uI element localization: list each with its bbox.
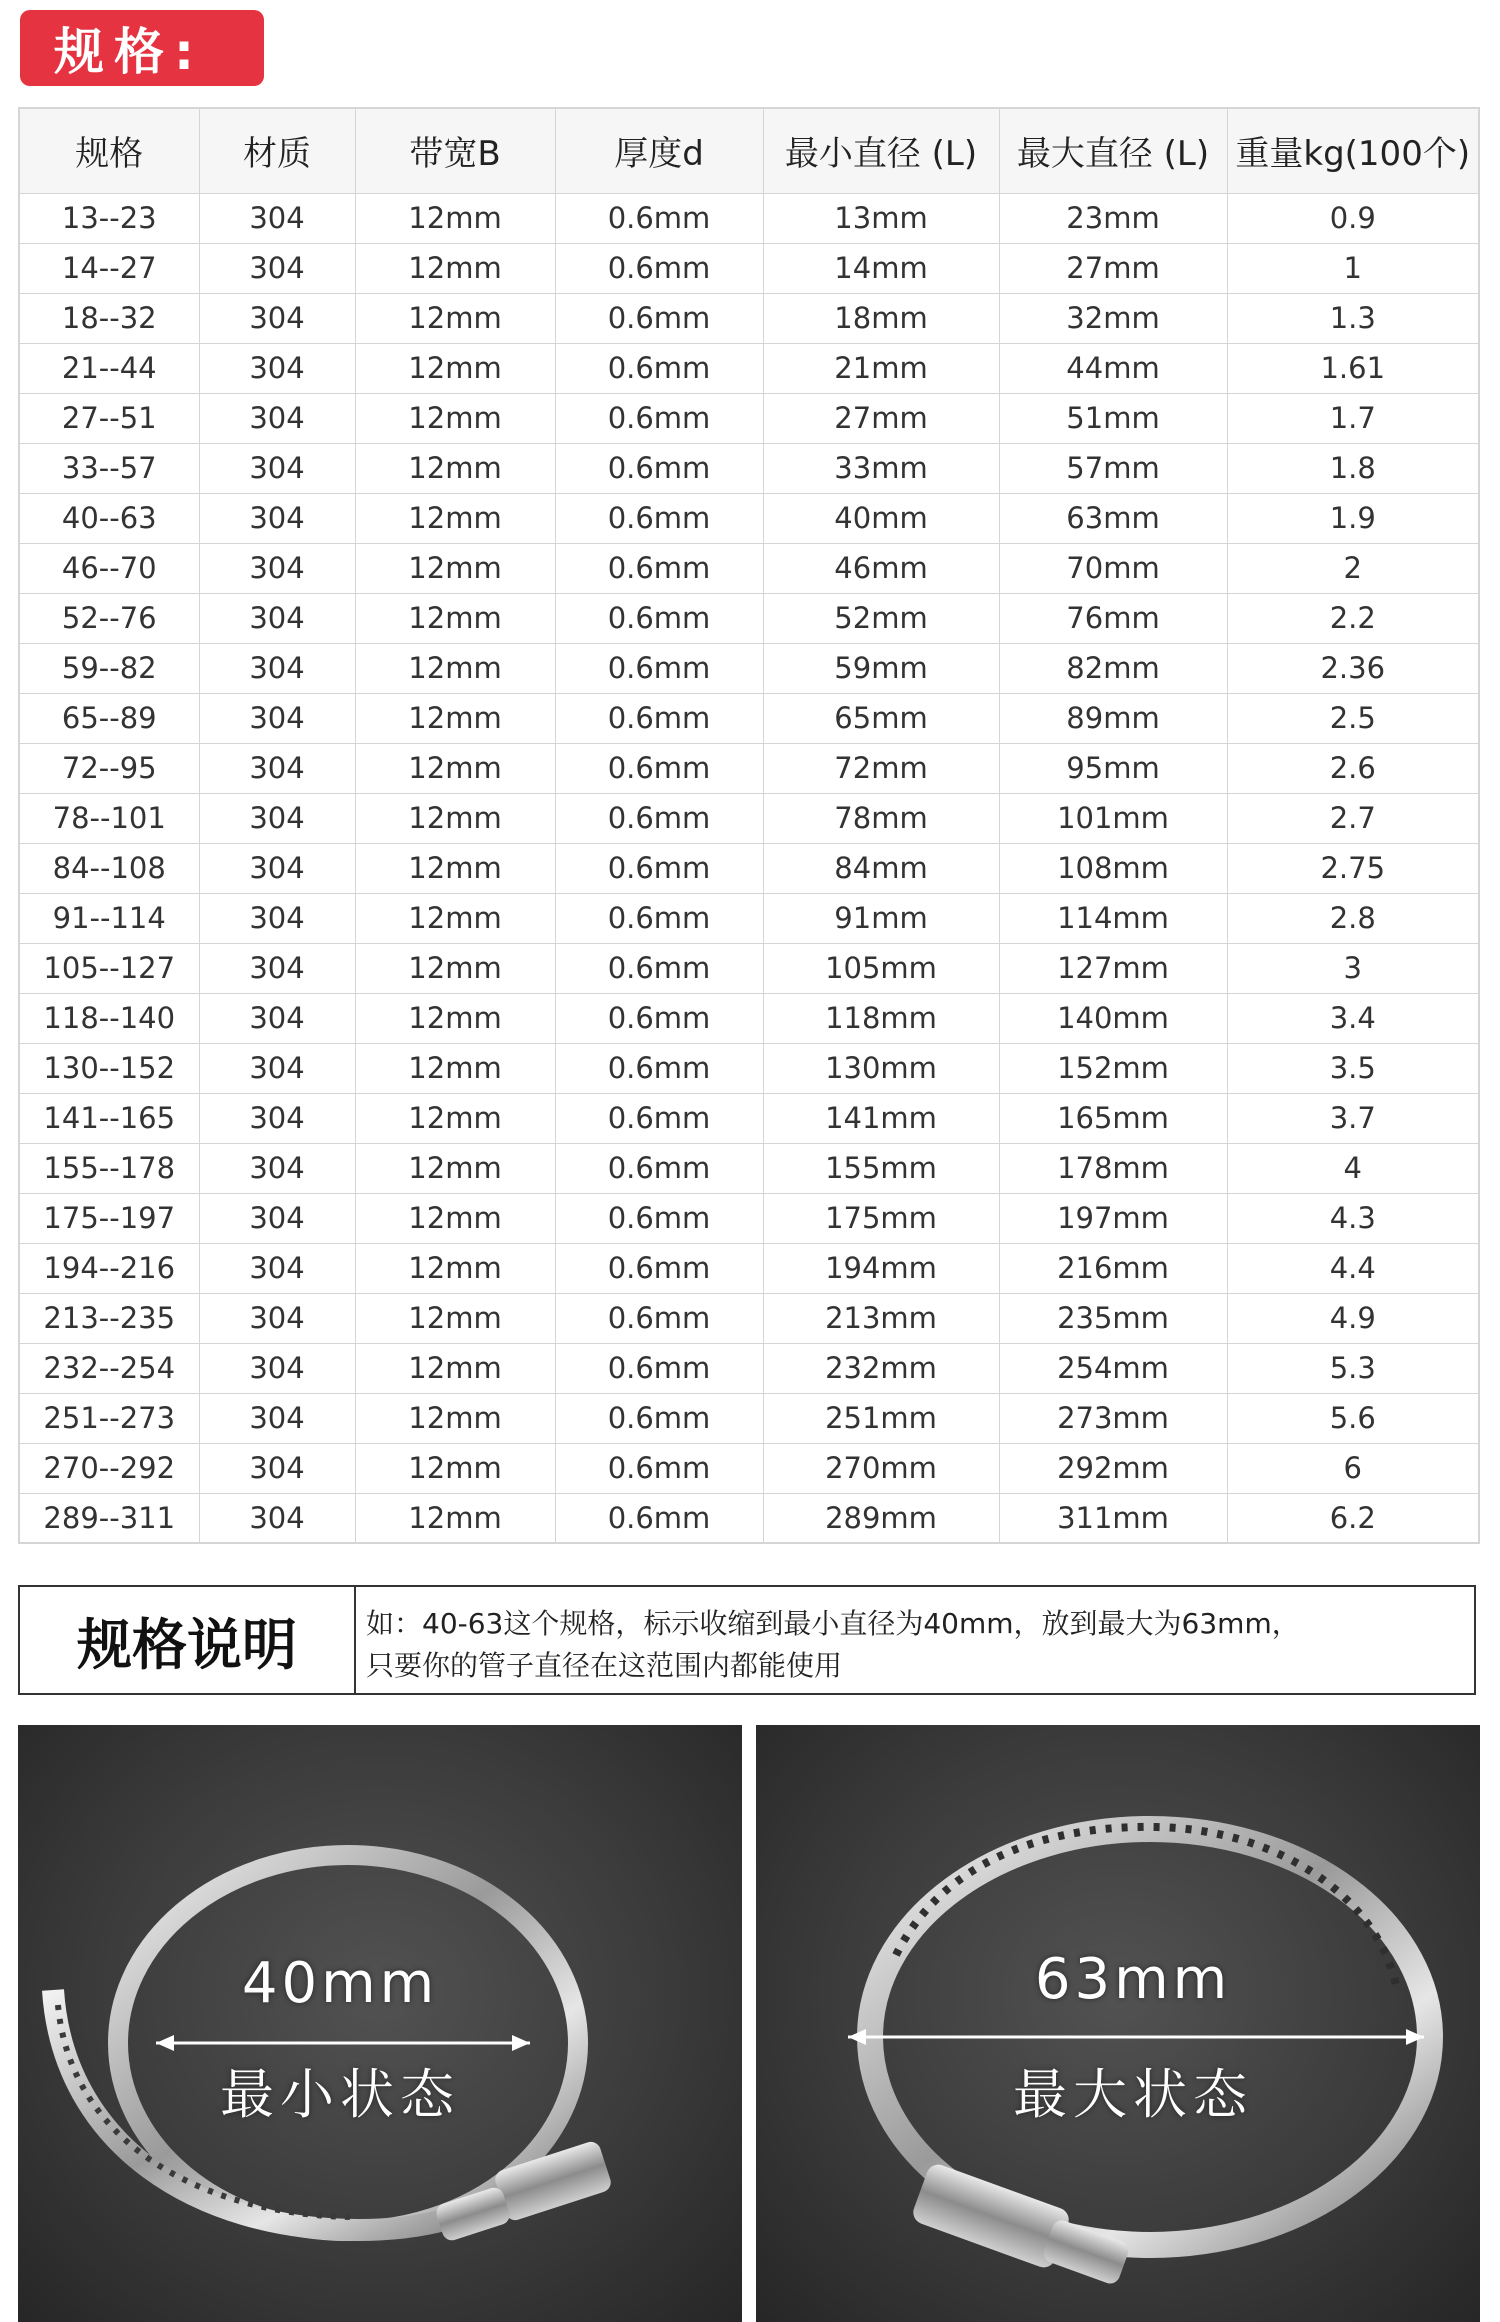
- table-row: [19, 1493, 1479, 1543]
- table-row: [19, 993, 1479, 1043]
- cell-material: 304: [199, 393, 355, 443]
- cell-max-diameter: 51mm: [999, 393, 1227, 443]
- cell-spec: 105--127: [19, 943, 199, 993]
- cell-band-width: 12mm: [355, 493, 555, 543]
- table-row: [19, 1143, 1479, 1193]
- cell-max-diameter: 32mm: [999, 293, 1227, 343]
- col-header-max-diameter: 最大直径 (L): [999, 108, 1227, 193]
- cell-band-width: 12mm: [355, 1493, 555, 1543]
- table-row: [19, 693, 1479, 743]
- cell-max-diameter: 101mm: [999, 793, 1227, 843]
- cell-max-diameter: 127mm: [999, 943, 1227, 993]
- cell-min-diameter: 52mm: [763, 593, 999, 643]
- cell-band-width: 12mm: [355, 993, 555, 1043]
- cell-band-width: 12mm: [355, 1143, 555, 1193]
- cell-spec: 46--70: [19, 543, 199, 593]
- cell-material: 304: [199, 193, 355, 243]
- cell-weight: 5.3: [1227, 1343, 1479, 1393]
- cell-spec: 141--165: [19, 1093, 199, 1143]
- cell-spec: 78--101: [19, 793, 199, 843]
- cell-max-diameter: 114mm: [999, 893, 1227, 943]
- table-row: [19, 1243, 1479, 1293]
- table-row: [19, 1193, 1479, 1243]
- cell-thickness: 0.6mm: [555, 243, 763, 293]
- cell-weight: 2.8: [1227, 893, 1479, 943]
- cell-max-diameter: 140mm: [999, 993, 1227, 1043]
- cell-min-diameter: 194mm: [763, 1243, 999, 1293]
- table-row: [19, 1443, 1479, 1493]
- cell-spec: 213--235: [19, 1293, 199, 1343]
- table-row: [19, 1293, 1479, 1343]
- cell-weight: 6.2: [1227, 1493, 1479, 1543]
- cell-material: 304: [199, 1093, 355, 1143]
- cell-band-width: 12mm: [355, 1093, 555, 1143]
- clamp-min-illustration: [18, 1725, 742, 2322]
- cell-thickness: 0.6mm: [555, 1293, 763, 1343]
- cell-material: 304: [199, 343, 355, 393]
- cell-thickness: 0.6mm: [555, 1193, 763, 1243]
- cell-min-diameter: 46mm: [763, 543, 999, 593]
- table-row: [19, 1093, 1479, 1143]
- section-title: 规格:: [54, 23, 204, 81]
- cell-spec: 33--57: [19, 443, 199, 493]
- cell-max-diameter: 82mm: [999, 643, 1227, 693]
- cell-thickness: 0.6mm: [555, 343, 763, 393]
- cell-weight: 1.9: [1227, 493, 1479, 543]
- cell-thickness: 0.6mm: [555, 1443, 763, 1493]
- section-title-tag: [20, 10, 264, 86]
- clamp-max-illustration: [756, 1725, 1480, 2322]
- cell-band-width: 12mm: [355, 943, 555, 993]
- cell-band-width: 12mm: [355, 243, 555, 293]
- cell-thickness: 0.6mm: [555, 593, 763, 643]
- cell-weight: 1.3: [1227, 293, 1479, 343]
- cell-band-width: 12mm: [355, 1243, 555, 1293]
- table-row: [19, 543, 1479, 593]
- cell-material: 304: [199, 893, 355, 943]
- cell-min-diameter: 72mm: [763, 743, 999, 793]
- table-row: [19, 843, 1479, 893]
- cell-band-width: 12mm: [355, 743, 555, 793]
- cell-spec: 175--197: [19, 1193, 199, 1243]
- table-row: [19, 293, 1479, 343]
- spec-note-line-1: 如：40-63这个规格，标示收缩到最小直径为40mm，放到最大为63mm，: [366, 1607, 1300, 1640]
- max-size-label: 63mm: [1034, 1947, 1232, 2012]
- cell-min-diameter: 14mm: [763, 243, 999, 293]
- cell-max-diameter: 152mm: [999, 1043, 1227, 1093]
- cell-min-diameter: 270mm: [763, 1443, 999, 1493]
- cell-material: 304: [199, 1043, 355, 1093]
- cell-min-diameter: 155mm: [763, 1143, 999, 1193]
- cell-band-width: 12mm: [355, 1293, 555, 1343]
- cell-thickness: 0.6mm: [555, 393, 763, 443]
- cell-max-diameter: 254mm: [999, 1343, 1227, 1393]
- cell-weight: 4.3: [1227, 1193, 1479, 1243]
- min-state-label: 最小状态: [220, 2063, 460, 2126]
- cell-spec: 14--27: [19, 243, 199, 293]
- cell-material: 304: [199, 1443, 355, 1493]
- clamp-max-photo: [756, 1725, 1480, 2322]
- cell-max-diameter: 197mm: [999, 1193, 1227, 1243]
- cell-material: 304: [199, 1243, 355, 1293]
- table-row: [19, 393, 1479, 443]
- cell-band-width: 12mm: [355, 1043, 555, 1093]
- cell-weight: 4.4: [1227, 1243, 1479, 1293]
- cell-weight: 1.7: [1227, 393, 1479, 443]
- cell-max-diameter: 235mm: [999, 1293, 1227, 1343]
- cell-spec: 251--273: [19, 1393, 199, 1443]
- cell-weight: 2.75: [1227, 843, 1479, 893]
- cell-thickness: 0.6mm: [555, 893, 763, 943]
- cell-band-width: 12mm: [355, 1393, 555, 1443]
- table-row: [19, 943, 1479, 993]
- cell-thickness: 0.6mm: [555, 743, 763, 793]
- cell-weight: 2.2: [1227, 593, 1479, 643]
- table-row: [19, 743, 1479, 793]
- cell-min-diameter: 130mm: [763, 1043, 999, 1093]
- cell-band-width: 12mm: [355, 1193, 555, 1243]
- cell-weight: 1: [1227, 243, 1479, 293]
- cell-band-width: 12mm: [355, 443, 555, 493]
- cell-weight: 3.7: [1227, 1093, 1479, 1143]
- cell-max-diameter: 216mm: [999, 1243, 1227, 1293]
- cell-spec: 270--292: [19, 1443, 199, 1493]
- cell-material: 304: [199, 593, 355, 643]
- cell-spec: 289--311: [19, 1493, 199, 1543]
- cell-thickness: 0.6mm: [555, 693, 763, 743]
- table-row: [19, 343, 1479, 393]
- col-header-min-diameter: 最小直径 (L): [763, 108, 999, 193]
- cell-spec: 72--95: [19, 743, 199, 793]
- cell-material: 304: [199, 993, 355, 1043]
- cell-material: 304: [199, 1293, 355, 1343]
- cell-weight: 3.4: [1227, 993, 1479, 1043]
- cell-material: 304: [199, 1343, 355, 1393]
- table-row: [19, 1043, 1479, 1093]
- min-size-label: 40mm: [241, 1951, 439, 2016]
- table-row: [19, 443, 1479, 493]
- cell-max-diameter: 89mm: [999, 693, 1227, 743]
- cell-min-diameter: 91mm: [763, 893, 999, 943]
- cell-weight: 5.6: [1227, 1393, 1479, 1443]
- cell-weight: 3: [1227, 943, 1479, 993]
- spec-table-body: [19, 193, 1479, 1543]
- cell-weight: 1.61: [1227, 343, 1479, 393]
- cell-thickness: 0.6mm: [555, 1243, 763, 1293]
- cell-thickness: 0.6mm: [555, 543, 763, 593]
- cell-min-diameter: 84mm: [763, 843, 999, 893]
- cell-band-width: 12mm: [355, 393, 555, 443]
- table-row: [19, 193, 1479, 243]
- cell-weight: 2: [1227, 543, 1479, 593]
- cell-material: 304: [199, 1493, 355, 1543]
- cell-min-diameter: 213mm: [763, 1293, 999, 1343]
- cell-min-diameter: 118mm: [763, 993, 999, 1043]
- cell-spec: 40--63: [19, 493, 199, 543]
- cell-band-width: 12mm: [355, 643, 555, 693]
- cell-thickness: 0.6mm: [555, 1343, 763, 1393]
- cell-min-diameter: 33mm: [763, 443, 999, 493]
- cell-max-diameter: 23mm: [999, 193, 1227, 243]
- cell-thickness: 0.6mm: [555, 793, 763, 843]
- cell-spec: 13--23: [19, 193, 199, 243]
- cell-spec: 194--216: [19, 1243, 199, 1293]
- table-row: [19, 1343, 1479, 1393]
- cell-spec: 21--44: [19, 343, 199, 393]
- cell-weight: 4.9: [1227, 1293, 1479, 1343]
- cell-min-diameter: 175mm: [763, 1193, 999, 1243]
- cell-max-diameter: 95mm: [999, 743, 1227, 793]
- cell-weight: 2.6: [1227, 743, 1479, 793]
- cell-material: 304: [199, 493, 355, 543]
- cell-material: 304: [199, 693, 355, 743]
- cell-max-diameter: 27mm: [999, 243, 1227, 293]
- cell-min-diameter: 251mm: [763, 1393, 999, 1443]
- table-row: [19, 643, 1479, 693]
- cell-max-diameter: 44mm: [999, 343, 1227, 393]
- cell-band-width: 12mm: [355, 793, 555, 843]
- table-header-row: [19, 108, 1479, 193]
- cell-thickness: 0.6mm: [555, 293, 763, 343]
- cell-thickness: 0.6mm: [555, 493, 763, 543]
- clamp-screw-housing: [493, 2139, 614, 2222]
- cell-spec: 155--178: [19, 1143, 199, 1193]
- table-row: [19, 593, 1479, 643]
- cell-spec: 118--140: [19, 993, 199, 1043]
- cell-material: 304: [199, 1393, 355, 1443]
- col-header-weight: 重量kg(100个): [1227, 108, 1479, 193]
- cell-thickness: 0.6mm: [555, 843, 763, 893]
- cell-min-diameter: 13mm: [763, 193, 999, 243]
- cell-weight: 1.8: [1227, 443, 1479, 493]
- cell-min-diameter: 105mm: [763, 943, 999, 993]
- cell-thickness: 0.6mm: [555, 1493, 763, 1543]
- cell-min-diameter: 289mm: [763, 1493, 999, 1543]
- cell-spec: 52--76: [19, 593, 199, 643]
- cell-band-width: 12mm: [355, 1443, 555, 1493]
- cell-weight: 2.7: [1227, 793, 1479, 843]
- spec-note-label: 规格说明: [20, 1587, 356, 1693]
- spec-table: [18, 107, 1480, 1544]
- cell-spec: 91--114: [19, 893, 199, 943]
- cell-min-diameter: 59mm: [763, 643, 999, 693]
- cell-weight: 2.5: [1227, 693, 1479, 743]
- cell-max-diameter: 292mm: [999, 1443, 1227, 1493]
- min-arrow-right-icon: [512, 2035, 530, 2051]
- cell-band-width: 12mm: [355, 543, 555, 593]
- cell-material: 304: [199, 543, 355, 593]
- cell-spec: 27--51: [19, 393, 199, 443]
- table-row: [19, 793, 1479, 843]
- cell-material: 304: [199, 1193, 355, 1243]
- spec-note-text: [356, 1587, 1474, 1693]
- cell-max-diameter: 273mm: [999, 1393, 1227, 1443]
- cell-material: 304: [199, 943, 355, 993]
- cell-material: 304: [199, 793, 355, 843]
- cell-band-width: 12mm: [355, 1343, 555, 1393]
- cell-band-width: 12mm: [355, 193, 555, 243]
- cell-max-diameter: 165mm: [999, 1093, 1227, 1143]
- cell-weight: 0.9: [1227, 193, 1479, 243]
- max-state-label: 最大状态: [1013, 2063, 1253, 2126]
- cell-min-diameter: 232mm: [763, 1343, 999, 1393]
- cell-max-diameter: 311mm: [999, 1493, 1227, 1543]
- cell-spec: 65--89: [19, 693, 199, 743]
- min-arrow-left-icon: [156, 2035, 174, 2051]
- cell-spec: 59--82: [19, 643, 199, 693]
- cell-thickness: 0.6mm: [555, 1043, 763, 1093]
- cell-thickness: 0.6mm: [555, 643, 763, 693]
- spec-note-line-2: 只要你的管子直径在这范围内都能使用: [366, 1649, 843, 1682]
- table-row: [19, 493, 1479, 543]
- cell-material: 304: [199, 843, 355, 893]
- cell-material: 304: [199, 293, 355, 343]
- table-row: [19, 243, 1479, 293]
- cell-material: 304: [199, 1143, 355, 1193]
- table-row: [19, 893, 1479, 943]
- cell-min-diameter: 65mm: [763, 693, 999, 743]
- cell-weight: 6: [1227, 1443, 1479, 1493]
- cell-min-diameter: 78mm: [763, 793, 999, 843]
- cell-material: 304: [199, 243, 355, 293]
- cell-spec: 232--254: [19, 1343, 199, 1393]
- cell-thickness: 0.6mm: [555, 1393, 763, 1443]
- col-header-spec: 规格: [19, 108, 199, 193]
- cell-min-diameter: 141mm: [763, 1093, 999, 1143]
- cell-weight: 4: [1227, 1143, 1479, 1193]
- cell-thickness: 0.6mm: [555, 193, 763, 243]
- table-row: [19, 1393, 1479, 1443]
- cell-thickness: 0.6mm: [555, 943, 763, 993]
- cell-band-width: 12mm: [355, 693, 555, 743]
- cell-spec: 84--108: [19, 843, 199, 893]
- cell-max-diameter: 63mm: [999, 493, 1227, 543]
- cell-band-width: 12mm: [355, 593, 555, 643]
- cell-min-diameter: 21mm: [763, 343, 999, 393]
- cell-band-width: 12mm: [355, 843, 555, 893]
- cell-band-width: 12mm: [355, 293, 555, 343]
- cell-weight: 2.36: [1227, 643, 1479, 693]
- cell-max-diameter: 178mm: [999, 1143, 1227, 1193]
- col-header-material: 材质: [199, 108, 355, 193]
- cell-band-width: 12mm: [355, 893, 555, 943]
- col-header-thickness: 厚度d: [555, 108, 763, 193]
- cell-min-diameter: 27mm: [763, 393, 999, 443]
- cell-max-diameter: 57mm: [999, 443, 1227, 493]
- cell-spec: 130--152: [19, 1043, 199, 1093]
- cell-weight: 3.5: [1227, 1043, 1479, 1093]
- cell-min-diameter: 18mm: [763, 293, 999, 343]
- col-header-band-width: 带宽B: [355, 108, 555, 193]
- cell-thickness: 0.6mm: [555, 1143, 763, 1193]
- cell-band-width: 12mm: [355, 343, 555, 393]
- cell-material: 304: [199, 643, 355, 693]
- cell-min-diameter: 40mm: [763, 493, 999, 543]
- cell-material: 304: [199, 443, 355, 493]
- cell-max-diameter: 108mm: [999, 843, 1227, 893]
- cell-spec: 18--32: [19, 293, 199, 343]
- cell-thickness: 0.6mm: [555, 993, 763, 1043]
- cell-max-diameter: 76mm: [999, 593, 1227, 643]
- spec-note-box: [18, 1585, 1476, 1695]
- max-arrow-left-icon: [848, 2029, 866, 2045]
- clamp-min-photo: [18, 1725, 742, 2322]
- cell-material: 304: [199, 743, 355, 793]
- cell-thickness: 0.6mm: [555, 1093, 763, 1143]
- cell-max-diameter: 70mm: [999, 543, 1227, 593]
- cell-thickness: 0.6mm: [555, 443, 763, 493]
